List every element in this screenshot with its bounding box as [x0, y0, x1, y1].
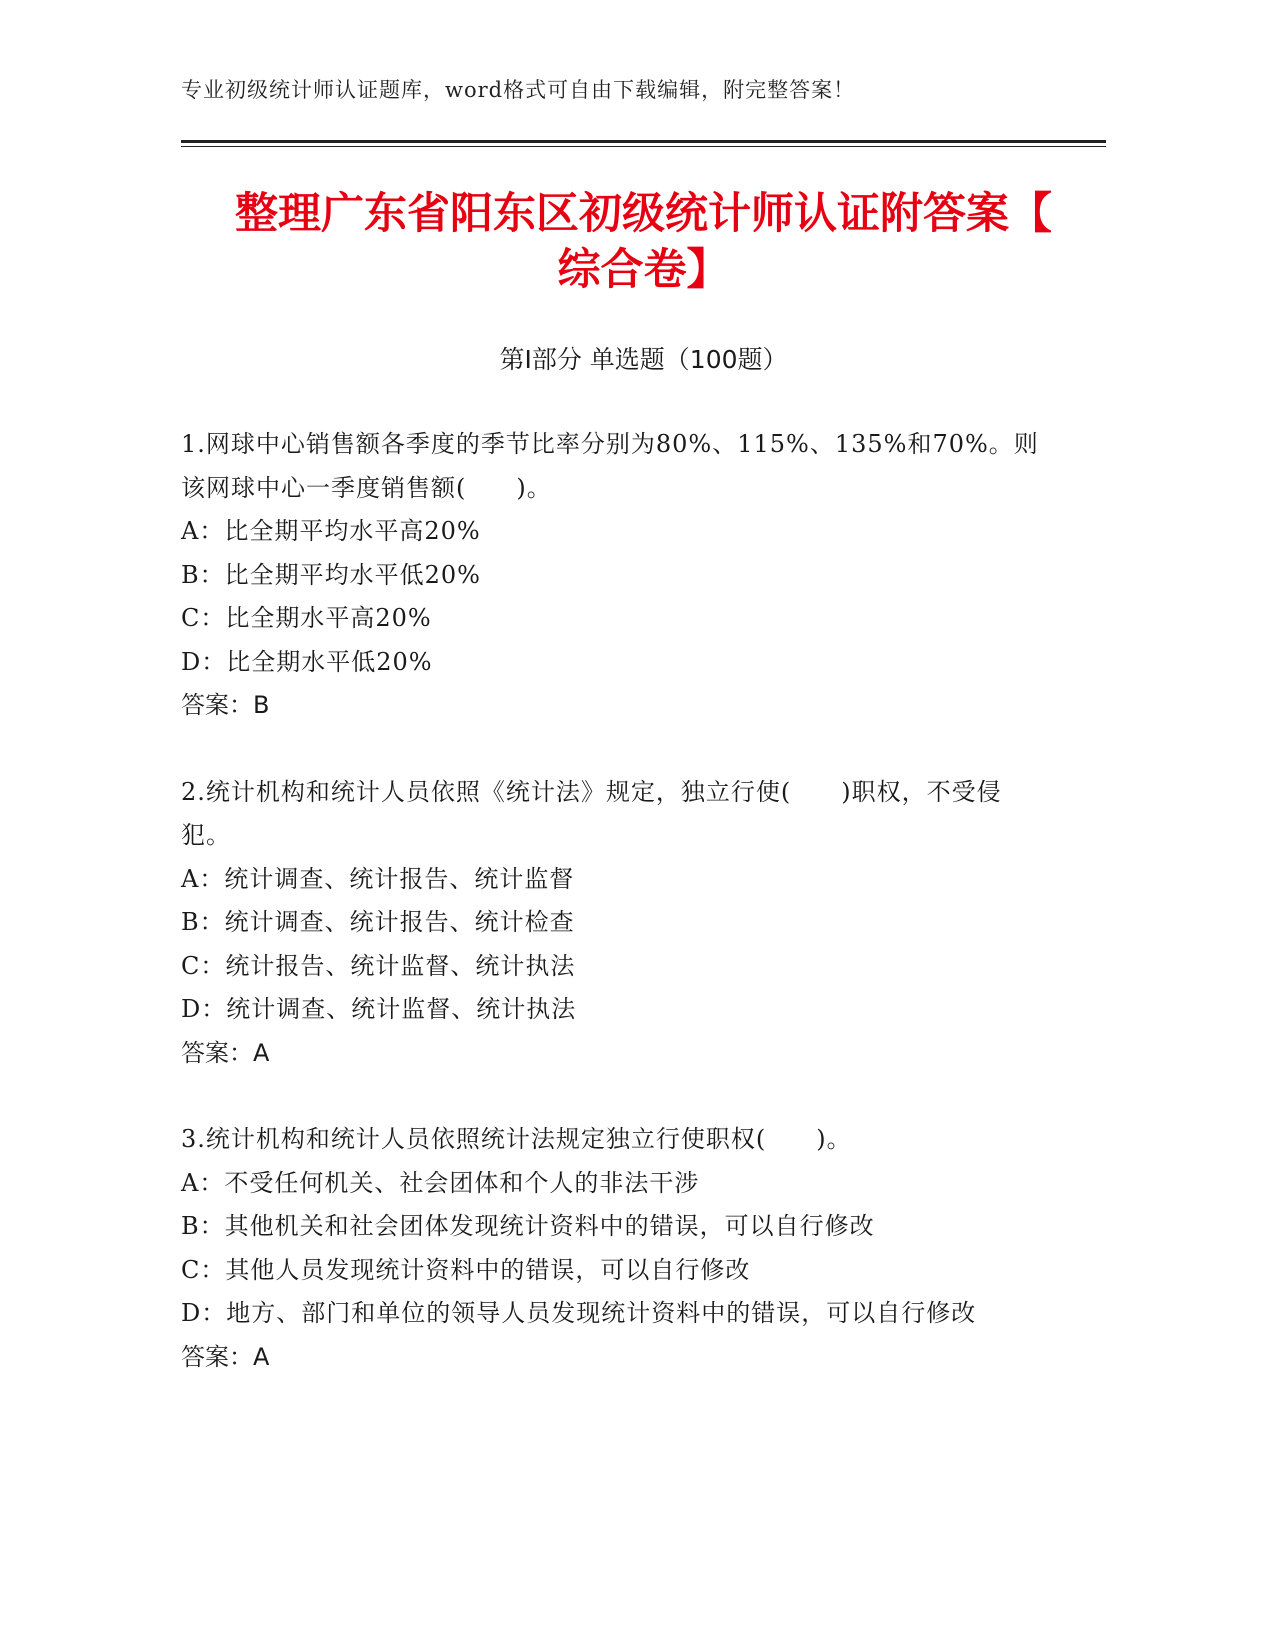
option-b: B：比全期平均水平低20%	[181, 560, 481, 589]
question-1	[181, 423, 1041, 728]
question-stem: 3.统计机构和统计人员依照统计法规定独立行使职权( )。	[181, 1125, 852, 1153]
document-title	[181, 186, 1106, 298]
option-b: B：统计调查、统计报告、统计检查	[181, 908, 575, 936]
document-title-line-1: 整理广东省阳东区初级统计师认证附答案【	[235, 189, 1052, 239]
option-d: D：地方、部门和单位的领导人员发现统计资料中的错误，可以自行修改	[181, 1299, 977, 1327]
question-stem: 2.统计机构和统计人员依照《统计法》规定，独立行使( )职权，不受侵犯。	[181, 777, 1002, 849]
option-d: D：比全期水平低20%	[181, 647, 433, 676]
header-rule-thick	[181, 140, 1106, 143]
option-d: D：统计调查、统计监督、统计执法	[181, 995, 577, 1023]
option-c: C：其他人员发现统计资料中的错误，可以自行修改	[181, 1255, 751, 1284]
option-c: C：比全期水平高20%	[181, 604, 432, 632]
answer: 答案：B	[181, 691, 270, 719]
header-note: 专业初级统计师认证题库，word格式可自由下载编辑，附完整答案！	[181, 78, 856, 102]
question-2	[181, 771, 1041, 1076]
question-list	[181, 423, 1041, 1422]
question-stem: 1.网球中心销售额各季度的季节比率分别为80%、115%、135%和70%。则该网球中心一季度销售额( )。	[181, 430, 1039, 502]
option-c: C：统计报告、统计监督、统计执法	[181, 951, 576, 980]
option-a: A：比全期平均水平高20%	[181, 517, 481, 545]
section-title: 第Ⅰ部分 单选题（100题）	[499, 345, 788, 374]
option-b: B：其他机关和社会团体发现统计资料中的错误，可以自行修改	[181, 1212, 875, 1240]
document-title-line-2: 综合卷】	[557, 245, 730, 295]
header-rule-thin	[181, 146, 1106, 147]
answer: 答案：A	[181, 1038, 270, 1067]
option-a: A：不受任何机关、社会团体和个人的非法干涉	[181, 1168, 700, 1197]
question-3	[181, 1118, 1041, 1379]
answer: 答案：A	[181, 1342, 270, 1371]
option-a: A：统计调查、统计报告、统计监督	[181, 864, 575, 893]
